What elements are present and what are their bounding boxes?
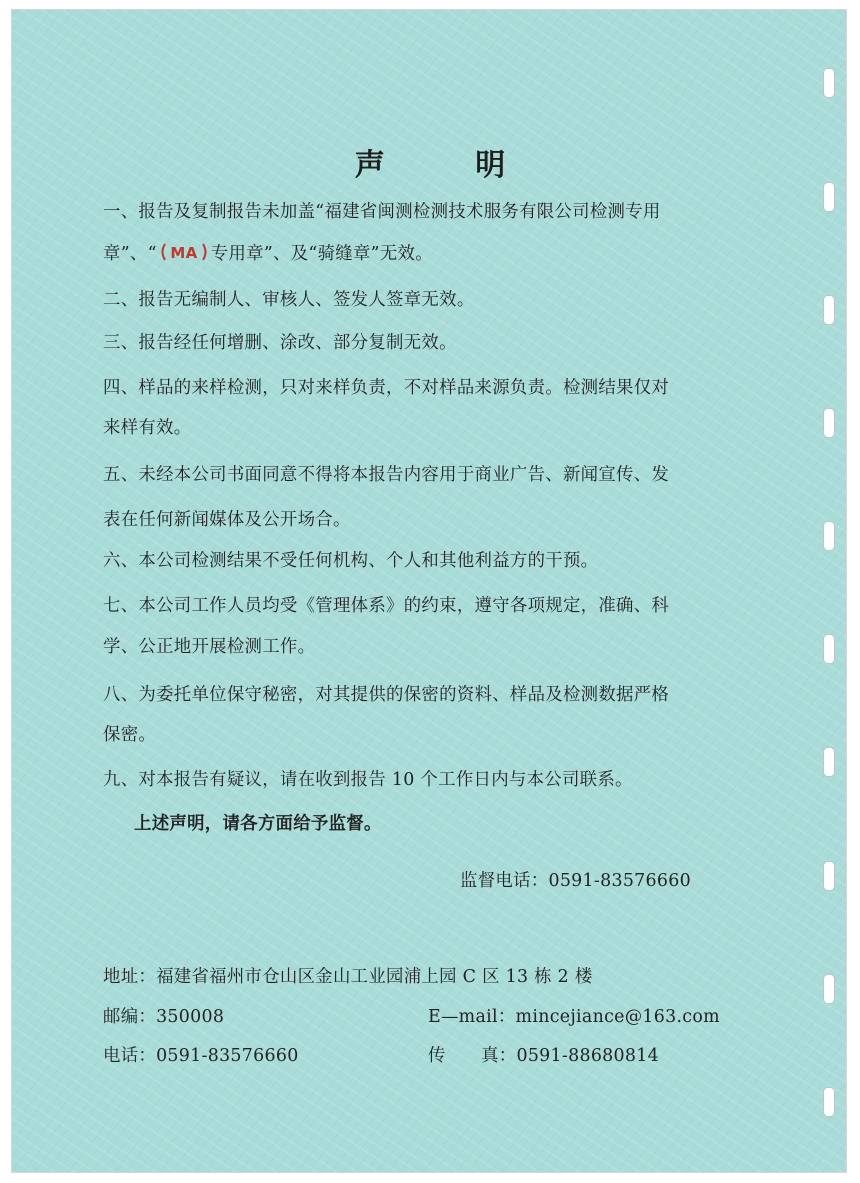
punch-hole [823,634,835,664]
address: 地址：福建省福州市仓山区金山工业园浦上园 C 区 13 栋 2 楼 [103,967,593,987]
punch-hole [823,521,835,551]
statement-line: 三、报告经任何增删、涂改、部分复制无效。 [103,333,457,353]
statement-text: 专用章”、及“骑缝章”无效。 [210,244,433,264]
statement-line: 九、对本报告有疑议，请在收到报告 10 个工作日内与本公司联系。 [103,770,633,790]
statement-text: 章”、“ [103,244,157,264]
punch-hole [823,408,835,438]
punch-hole [823,182,835,212]
punch-hole [823,295,835,325]
ma-mark-text: MA [170,244,198,262]
punch-hole [823,1087,835,1117]
statement-line: 七、本公司工作人员均受《管理体系》的约束，遵守各项规定，准确、科 [103,596,670,616]
closing-statement: 上述声明，请各方面给予监督。 [134,814,382,834]
statement-line: 四、样品的来样检测，只对来样负责，不对样品来源负责。检测结果仅对 [103,378,670,398]
postcode: 邮编：350008 [103,1007,225,1027]
statement-line: 表在任何新闻媒体及公开场合。 [103,510,351,530]
punch-hole [823,68,835,98]
statement-line: 五、未经本公司书面同意不得将本报告内容用于商业广告、新闻宣传、发 [103,465,670,485]
statement-line: 学、公正地开展检测工作。 [103,637,316,657]
statement-line: 六、本公司检测结果不受任何机构、个人和其他利益方的干预。 [103,551,599,571]
statement-line: 八、为委托单位保守秘密，对其提供的保密的资料、样品及检测数据严格 [103,685,670,705]
statement-line: 二、报告无编制人、审核人、签发人签章无效。 [103,290,475,310]
statement-line: 保密。 [103,725,157,745]
email: E—mail：mincejiance@163.com [428,1007,720,1027]
punch-hole [823,974,835,1004]
cma-stamp-icon [159,241,209,263]
fax: 传 真：0591-88680814 [428,1046,660,1066]
page-title: 声 明 [354,148,546,183]
phone: 电话：0591-83576660 [103,1046,299,1066]
punch-hole [823,747,835,777]
statement-line [103,239,433,264]
statement-line: 来样有效。 [103,418,192,438]
punch-hole [823,861,835,891]
statement-line: 一、报告及复制报告未加盖“福建省闽测检测技术服务有限公司检测专用 [103,202,661,222]
supervision-phone: 监督电话：0591-83576660 [460,871,692,891]
